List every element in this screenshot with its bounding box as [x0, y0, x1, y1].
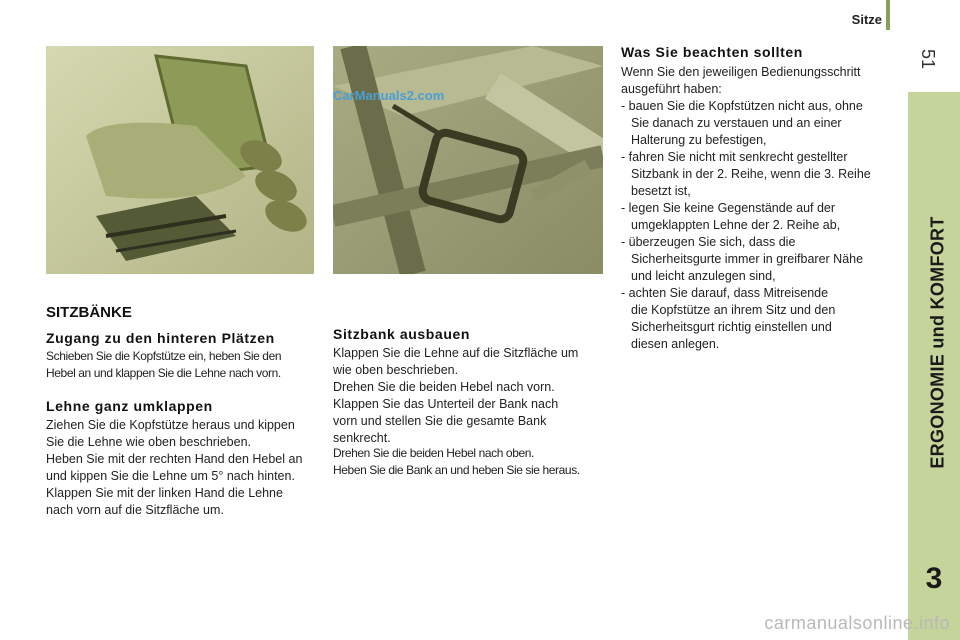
text-line: Heben Sie mit der rechten Hand den Hebel an — [46, 452, 303, 466]
text-line: Ziehen Sie die Kopfstütze heraus und kippen — [46, 418, 295, 432]
text-line: Sicherheitsgurte immer in greifbarer Nähe — [631, 252, 864, 266]
bullet-line: - fahren Sie nicht mit senkrecht gestellter — [621, 150, 848, 164]
bullet-line: - überzeugen Sie sich, dass die — [621, 235, 796, 249]
seat-photo-left — [46, 46, 314, 274]
footer-watermark: carmanualsonline.info — [764, 613, 950, 633]
sitzbank-narrow-text — [333, 445, 613, 479]
text-line: Drehen Sie die beiden Hebel nach oben. — [333, 446, 534, 460]
text-line: Klappen Sie mit der linken Hand die Lehne — [46, 486, 283, 500]
text-line: Wenn Sie den jeweiligen Bedienungsschritt — [621, 65, 861, 79]
zugang-title: Zugang zu den hinteren Plätzen — [46, 330, 275, 346]
watermark: CarManuals2.com — [333, 88, 445, 103]
section-title: SITZBÄNKE — [46, 304, 132, 321]
text-line: wie oben beschrieben. — [333, 363, 459, 377]
text-line: ausgeführt haben: — [621, 82, 722, 96]
text-line: und leicht anzulegen sind, — [631, 269, 776, 283]
beachten-title: Was Sie beachten sollten — [621, 44, 803, 60]
text-line: besetzt ist, — [631, 184, 691, 198]
header-bar — [886, 0, 890, 30]
text-line: Hebel an und klappen Sie die Lehne nach vorn. — [46, 366, 281, 380]
text-line: Sie die Lehne wie oben beschrieben. — [46, 435, 252, 449]
seat-photo-right — [333, 46, 603, 274]
sitzbank-title: Sitzbank ausbauen — [333, 326, 471, 342]
bullet-line: - bauen Sie die Kopfstützen nicht aus, ohne — [621, 99, 863, 113]
beachten-text — [621, 64, 901, 353]
bullet-line: - achten Sie darauf, dass Mitreisende — [621, 286, 829, 300]
text-line: senkrecht. — [333, 431, 391, 445]
zugang-text — [46, 348, 316, 382]
text-line: vorn und stellen Sie die gesamte Bank — [333, 414, 547, 428]
chapter-label: ERGONOMIE und KOMFORT — [927, 216, 948, 469]
sitzbank-text — [333, 345, 613, 447]
text-line: umgeklappten Lehne der 2. Reihe ab, — [631, 218, 841, 232]
chapter-number: 3 — [925, 562, 943, 595]
text-line: die Kopfstütze an ihrem Sitz und den — [631, 303, 836, 317]
header-title: Sitze — [851, 12, 882, 27]
lehne-text — [46, 417, 326, 519]
text-line: und kippen Sie die Lehne um 5° nach hinten. — [46, 469, 295, 483]
text-line: nach vorn auf die Sitzfläche um. — [46, 503, 224, 517]
side-band — [908, 92, 960, 640]
bullet-line: - legen Sie keine Gegenstände auf der — [621, 201, 836, 215]
text-line: Sie danach zu verstauen und an einer — [631, 116, 842, 130]
text-line: Schieben Sie die Kopfstütze ein, heben Sie den — [46, 349, 282, 363]
text-line: Halterung zu befestigen, — [631, 133, 767, 147]
text-line: Sicherheitsgurt richtig einstellen und — [631, 320, 832, 334]
page-number: 51 — [918, 48, 938, 70]
text-line: Klappen Sie das Unterteil der Bank nach — [333, 397, 559, 411]
text-line: Klappen Sie die Lehne auf die Sitzfläche um — [333, 346, 579, 360]
lehne-title: Lehne ganz umklappen — [46, 398, 213, 414]
text-line: diesen anlegen. — [631, 337, 720, 351]
text-line: Drehen Sie die beiden Hebel nach vorn. — [333, 380, 555, 394]
text-line: Sitzbank in der 2. Reihe, wenn die 3. Reihe — [631, 167, 871, 181]
text-line: Heben Sie die Bank an und heben Sie sie heraus. — [333, 463, 580, 477]
